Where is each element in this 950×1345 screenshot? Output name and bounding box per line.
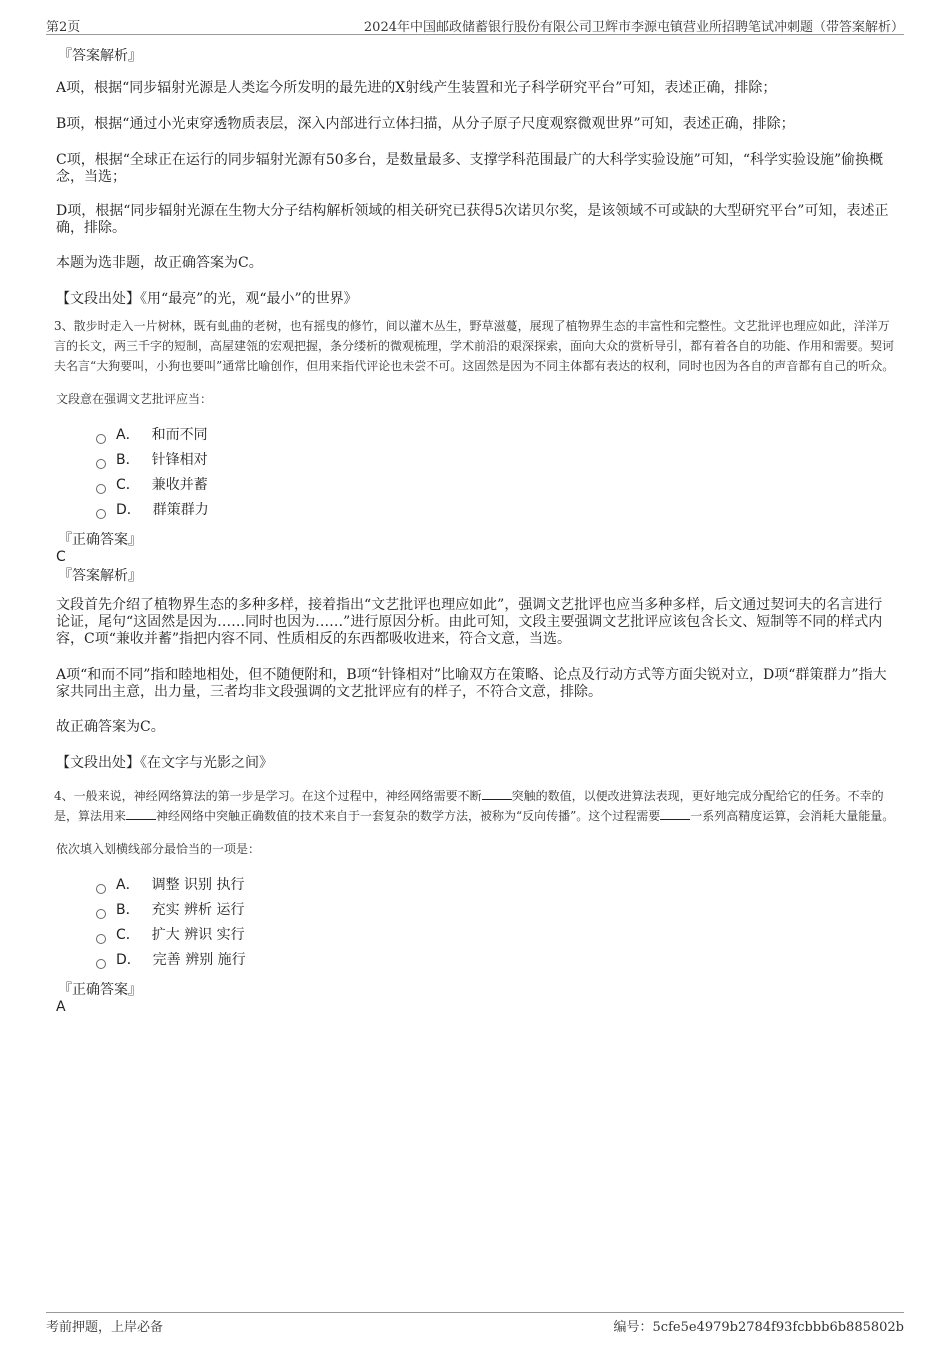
q3-stem: 3、散步时走入一片树林，既有虬曲的老树，也有摇曳的修竹，间以灌木丛生，野草滋蔓，展现了植物界生态的丰富性和完整性。文艺批评也理应如此，洋洋万言的长文，两三千字的短制，高屋建瓴的宏观把握，条分缕析的微观梳理，学术前沿的艰深探索，面向大众的赏析导引，都有着各自的功能、作用和需要。契诃夫名言“大狗要叫，小狗也要叫”通常比喻创作，但用来指代评论也未尝不可。这固然是因为不同主体都有表达的权利，同时也因为各自的声音都有自己的听众。 [54, 319, 895, 373]
radio-icon[interactable] [96, 434, 106, 444]
q4-option-c[interactable]: C． 扩大 辨识 实行 [96, 923, 896, 948]
q4-answer-label: 『正确答案』 [58, 982, 142, 998]
q3-option-c[interactable]: C． 兼收并蓄 [96, 473, 896, 498]
q4-options [96, 873, 896, 973]
q3-option-b[interactable]: B． 针锋相对 [96, 448, 896, 473]
radio-icon[interactable] [96, 459, 106, 469]
q3-analysis-main: 文段首先介绍了植物界生态的多种多样，接着指出“文艺批评也理应如此”，强调文艺批评也应当多种多样，后文通过契诃夫的名言进行论证，尾句“这固然是因为……同时也因为……”进行原因分析。由此可知，文段主要强调文艺批评应该包含长文、短制等不同的样式内容，C项“兼收并蓄”指把内容不同、性质相反的东西都吸收进来，符合文意，当选。 [56, 597, 883, 647]
q4-prompt: 依次填入划横线部分最恰当的一项是： [56, 842, 261, 856]
q4-answer: A [56, 999, 66, 1015]
q3-analysis-label: 『答案解析』 [58, 568, 142, 584]
blank-1 [482, 787, 512, 800]
q2-analysis-c: C项，根据“全球正在运行的同步辐射光源有50多台，是数量最多、支撑学科范围最广的大科学实验设施”可知，“科学实验设施”偷换概念，当选； [56, 152, 884, 185]
q4-option-a[interactable]: A． 调整 识别 执行 [96, 873, 896, 898]
q2-analysis-a: A项，根据“同步辐射光源是人类迄今所发明的最先进的X射线产生装置和光子科学研究平台”可知，表述正确，排除； [56, 80, 777, 96]
q3-answer: C [56, 549, 66, 565]
radio-icon[interactable] [96, 934, 106, 944]
page-footer [46, 1312, 904, 1335]
q3-options [96, 423, 896, 523]
document-code: 编号：5cfe5e4979b2784f93fcbbb6b885802b [613, 1320, 904, 1335]
q4-option-d[interactable]: D． 完善 辨别 施行 [96, 948, 896, 973]
q3-option-a[interactable]: A． 和而不同 [96, 423, 896, 448]
document-title: 2024年中国邮政储蓄银行股份有限公司卫辉市李源屯镇营业所招聘笔试冲刺题（带答案解析） [363, 20, 904, 35]
q2-conclusion: 本题为选非题，故正确答案为C。 [56, 255, 263, 271]
radio-icon[interactable] [96, 509, 106, 519]
q3-source: 【文段出处】《在文字与光影之间》 [56, 755, 273, 771]
radio-icon[interactable] [96, 959, 106, 969]
q2-analysis-d: D项，根据“同步辐射光源在生物大分子结构解析领域的相关研究已获得5次诺贝尔奖，是该领域不可或缺的大型研究平台”可知，表述正确，排除。 [56, 203, 889, 236]
radio-icon[interactable] [96, 909, 106, 919]
blank-3 [660, 807, 690, 820]
radio-icon[interactable] [96, 484, 106, 494]
footer-slogan: 考前押题，上岸必备 [46, 1320, 164, 1335]
q2-analysis-label: 『答案解析』 [58, 48, 142, 64]
q4-stem: 4、一般来说，神经网络算法的第一步是学习。在这个过程中，神经网络需要不断 突触的数值，以便改进算法表现，更好地完成分配给它的任务。不幸的是，算法用来 神经网络中突触正确数值的技术来自于一套复杂的数学方法，被称为“反向传播”。这个过程需要 一系列高精度运算，会消耗大量能量。 [54, 789, 895, 823]
q3-answer-label: 『正确答案』 [58, 532, 142, 548]
q3-analysis-others: A项“和而不同”指和睦地相处，但不随便附和，B项“针锋相对”比喻双方在策略、论点及行动方式等方面尖锐对立，D项“群策群力”指大家共同出主意，出力量，三者均非文段强调的文艺批评应有的样子，不符合文意，排除。 [56, 667, 887, 700]
main-content [56, 45, 896, 1015]
radio-icon[interactable] [96, 884, 106, 894]
page-header [46, 14, 904, 35]
q3-prompt: 文段意在强调文艺批评应当： [56, 392, 213, 406]
blank-2 [126, 807, 156, 820]
q4-option-b[interactable]: B． 充实 辨析 运行 [96, 898, 896, 923]
q2-source: 【文段出处】《用“最亮”的光，观“最小”的世界》 [56, 291, 358, 307]
q3-conclusion: 故正确答案为C。 [56, 719, 165, 735]
q2-analysis-b: B项，根据“通过小光束穿透物质表层，深入内部进行立体扫描，从分子原子尺度观察微观世界”可知，表述正确，排除； [56, 116, 795, 132]
page-number: 第2页 [46, 20, 81, 35]
q3-option-d[interactable]: D． 群策群力 [96, 498, 896, 523]
